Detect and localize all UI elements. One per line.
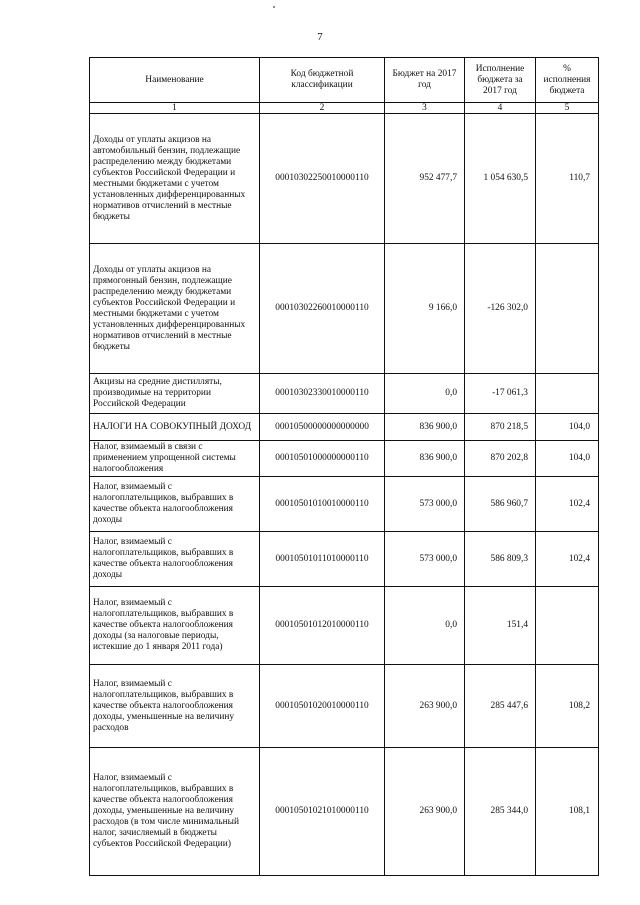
table-row [90, 587, 599, 665]
row-percent: 108,2 [536, 665, 599, 748]
row-percent [536, 374, 599, 414]
row-code: 00010501010010000110 [260, 477, 385, 532]
row-name: Налог, взимаемый с налогоплательщиков, выбравших в качестве объекта налогообложения доходы (за налоговые периоды, истекшие до 1 января 2011 года) [90, 587, 260, 665]
header-row [90, 58, 599, 103]
row-budget: 0,0 [385, 374, 465, 414]
row-budget: 573 000,0 [385, 532, 465, 587]
row-percent [536, 587, 599, 665]
row-percent: 108,1 [536, 748, 599, 876]
row-budget: 263 900,0 [385, 748, 465, 876]
row-code: 00010501020010000110 [260, 665, 385, 748]
row-execution: 586 809,3 [465, 532, 536, 587]
row-percent: 104,0 [536, 414, 599, 441]
row-name: Доходы от уплаты акцизов на автомобильный бензин, подлежащие распределению между бюджетами субъектов Российской Федерации и местными бюджетами с учетом установленных дифференцированных нормативов отчислений в местные бюджеты [90, 114, 260, 244]
row-code: 00010501012010000110 [260, 587, 385, 665]
column-number: 4 [465, 103, 536, 114]
row-budget: 573 000,0 [385, 477, 465, 532]
header-execution: Исполнение бюджета за 2017 год [465, 58, 536, 103]
row-name: Налог, взимаемый с налогоплательщиков, выбравших в качестве объекта налогообложения доходы, уменьшенные на величину расходов [90, 665, 260, 748]
row-budget: 836 900,0 [385, 414, 465, 441]
row-percent [536, 244, 599, 374]
row-execution: 870 218,5 [465, 414, 536, 441]
row-name: Налог, взимаемый с налогоплательщиков, выбравших в качестве объекта налогообложения доходы [90, 477, 260, 532]
row-execution: 285 344,0 [465, 748, 536, 876]
scan-speck [273, 6, 275, 8]
column-number: 5 [536, 103, 599, 114]
row-percent: 110,7 [536, 114, 599, 244]
row-execution: 1 054 630,5 [465, 114, 536, 244]
row-code: 00010501011010000110 [260, 532, 385, 587]
row-budget: 952 477,7 [385, 114, 465, 244]
column-number: 3 [385, 103, 465, 114]
row-name: Налог, взимаемый с налогоплательщиков, выбравших в качестве объекта налогообложения доходы [90, 532, 260, 587]
row-budget: 9 166,0 [385, 244, 465, 374]
table-row [90, 441, 599, 477]
row-execution: 586 960,7 [465, 477, 536, 532]
row-execution: 151,4 [465, 587, 536, 665]
row-code: 00010500000000000000 [260, 414, 385, 441]
table-row [90, 244, 599, 374]
table-row [90, 414, 599, 441]
row-name: Акцизы на средние дистилляты, производимые на территории Российской Федерации [90, 374, 260, 414]
row-execution: 870 202,8 [465, 441, 536, 477]
row-budget: 263 900,0 [385, 665, 465, 748]
row-execution: 285 447,6 [465, 665, 536, 748]
row-code: 00010302250010000110 [260, 114, 385, 244]
table-row [90, 665, 599, 748]
page-number: 7 [317, 31, 323, 43]
header-percent: % исполнения бюджета [536, 58, 599, 103]
table-row [90, 114, 599, 244]
row-name: Доходы от уплаты акцизов на прямогонный бензин, подлежащие распределению между бюджетами субъектов Российской Федерации и местными бюджетами с учетом установленных дифференцированных нормативов отчислений в местные бюджеты [90, 244, 260, 374]
header-budget: Бюджет на 2017 год [385, 58, 465, 103]
column-number: 1 [90, 103, 260, 114]
column-number-row [90, 103, 599, 114]
row-name: Налог, взимаемый в связи с применением упрощенной системы налогообложения [90, 441, 260, 477]
row-code: 00010302330010000110 [260, 374, 385, 414]
header-code: Код бюджетной классификации [260, 58, 385, 103]
row-execution: -126 302,0 [465, 244, 536, 374]
table-row [90, 374, 599, 414]
row-percent: 102,4 [536, 532, 599, 587]
row-budget: 0,0 [385, 587, 465, 665]
row-percent: 102,4 [536, 477, 599, 532]
column-number: 2 [260, 103, 385, 114]
row-code: 00010302260010000110 [260, 244, 385, 374]
row-code: 00010501000000000110 [260, 441, 385, 477]
table-row [90, 477, 599, 532]
row-name: Налог, взимаемый с налогоплательщиков, выбравших в качестве объекта налогообложения доходы, уменьшенные на величину расходов (в том числе минимальный налог, зачисляемый в бюджеты субъектов Российской Федерации) [90, 748, 260, 876]
row-code: 00010501021010000110 [260, 748, 385, 876]
budget-table [89, 57, 599, 876]
row-budget: 836 900,0 [385, 441, 465, 477]
header-name: Наименование [90, 58, 260, 103]
row-name: НАЛОГИ НА СОВОКУПНЫЙ ДОХОД [90, 414, 260, 441]
row-percent: 104,0 [536, 441, 599, 477]
row-execution: -17 061,3 [465, 374, 536, 414]
table-row [90, 532, 599, 587]
table-row [90, 748, 599, 876]
